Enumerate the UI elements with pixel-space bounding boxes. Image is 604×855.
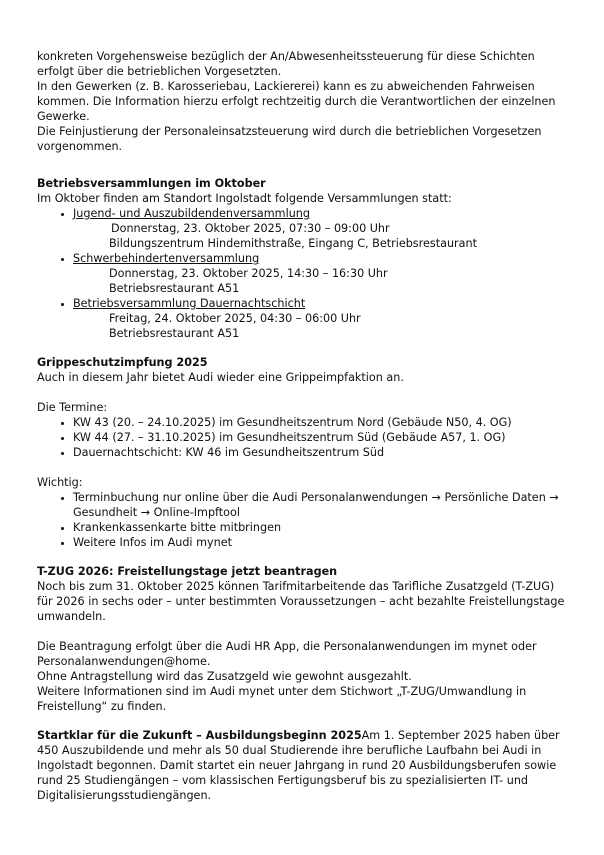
flu-wichtig-label: Wichtig: [37,476,83,489]
event-date: Freitag, 24. Oktober 2025, 04:30 – 06:00 Uhr [109,312,361,325]
list-item: • KW 43 (20. – 24.10.2025) im Gesundheitszentrum Nord (Gebäude N50, 4. OG) [73,415,567,430]
list-item [73,206,567,251]
event-title: Schwerbehindertenversammlung [73,252,260,265]
list-item: • Krankenkassenkarte bitte mitbringen [73,520,567,535]
training-body: Am 1. September 2025 haben über 450 Auszubildende und mehr als 50 dual Studierende ihre berufliche Laufbahn bei Audi in Ingolstadt begonnen. Damit startet ein neuer Jahrgang in rund 20 Ausbildungsberufen sowie rund 25 Studiengängen – vom klassischen Fertigungsberuf bis zu spezialisierten IT- und Digitalisierungsstudiengängen. [37,729,560,802]
event-location: Bildungszentrum Hindemithstraße, Eingang C, Betriebsrestaurant [109,237,477,250]
intro-paragraph-1: konkreten Vorgehensweise bezüglich der An/Abwesenheitssteuerung für diese Schichten erfolgt über die betrieblichen Vorgesetzten. [37,50,535,78]
intro-paragraph-2: In den Gewerken (z. B. Karosseriebau, Lackiererei) kann es zu abweichenden Fahrweisen kommen. Die Information hierzu erfolgt rechtzeitig durch die Verantwortlichen der einzelnen Gewerke. [37,80,556,123]
intro-paragraph-3: Die Feinjustierung der Personaleinsatzsteuerung wird durch die betrieblichen Vorgesetzen vorgenommen. [37,125,542,153]
flu-heading: Grippeschutzimpfung 2025 [37,356,208,369]
flu-termine-list [37,415,567,460]
training-paragraph [37,728,567,803]
event-location: Betriebsrestaurant A51 [109,327,240,340]
training-heading: Startklar für die Zukunft – Ausbildungsbeginn 2025 [37,729,362,742]
tzug-paragraph-2: Die Beantragung erfolgt über die Audi HR App, die Personalanwendungen im mynet oder Personalanwendungen@home. [37,640,537,668]
assemblies-list [37,206,567,341]
tzug-paragraph-4: Weitere Informationen sind im Audi mynet unter dem Stichwort „T-ZUG/Umwandlung in Freistellung“ zu finden. [37,685,527,713]
list-item [73,296,567,341]
event-title: Jugend- und Auszubildendenversammlung [73,207,310,220]
tzug-heading: T-ZUG 2026: Freistellungstage jetzt beantragen [37,565,338,578]
list-item: • Terminbuchung nur online über die Audi Personalanwendungen → Persönliche Daten → Gesundheit → Online-Impftool [73,490,567,520]
assemblies-heading: Betriebsversammlungen im Oktober [37,177,266,190]
document-page [37,49,567,803]
flu-termine-label: Die Termine: [37,401,108,414]
event-location: Betriebsrestaurant A51 [109,282,240,295]
list-item: • KW 44 (27. – 31.10.2025) im Gesundheitszentrum Süd (Gebäude A57, 1. OG) [73,430,567,445]
assemblies-intro: Im Oktober finden am Standort Ingolstadt folgende Versammlungen statt: [37,192,452,205]
tzug-paragraph-1: Noch bis zum 31. Oktober 2025 können Tarifmitarbeitende das Tarifliche Zusatzgeld (T-ZUG) für 2026 in sechs oder – unter bestimmten Voraussetzungen – acht bezahlte Freistellungstage umwandeln. [37,580,565,623]
flu-wichtig-list [37,490,567,550]
event-date: Donnerstag, 23. Oktober 2025, 14:30 – 16:30 Uhr [109,267,388,280]
list-item: • Weitere Infos im Audi mynet [73,535,567,550]
list-item: • Dauernachtschicht: KW 46 im Gesundheitszentrum Süd [73,445,567,460]
event-title: Betriebsversammlung Dauernachtschicht [73,297,306,310]
list-item [73,251,567,296]
event-date: Donnerstag, 23. Oktober 2025, 07:30 – 09:00 Uhr [111,222,390,235]
tzug-paragraph-3: Ohne Antragstellung wird das Zusatzgeld wie gewohnt ausgezahlt. [37,670,412,683]
flu-intro: Auch in diesem Jahr bietet Audi wieder eine Grippeimpfaktion an. [37,371,404,384]
